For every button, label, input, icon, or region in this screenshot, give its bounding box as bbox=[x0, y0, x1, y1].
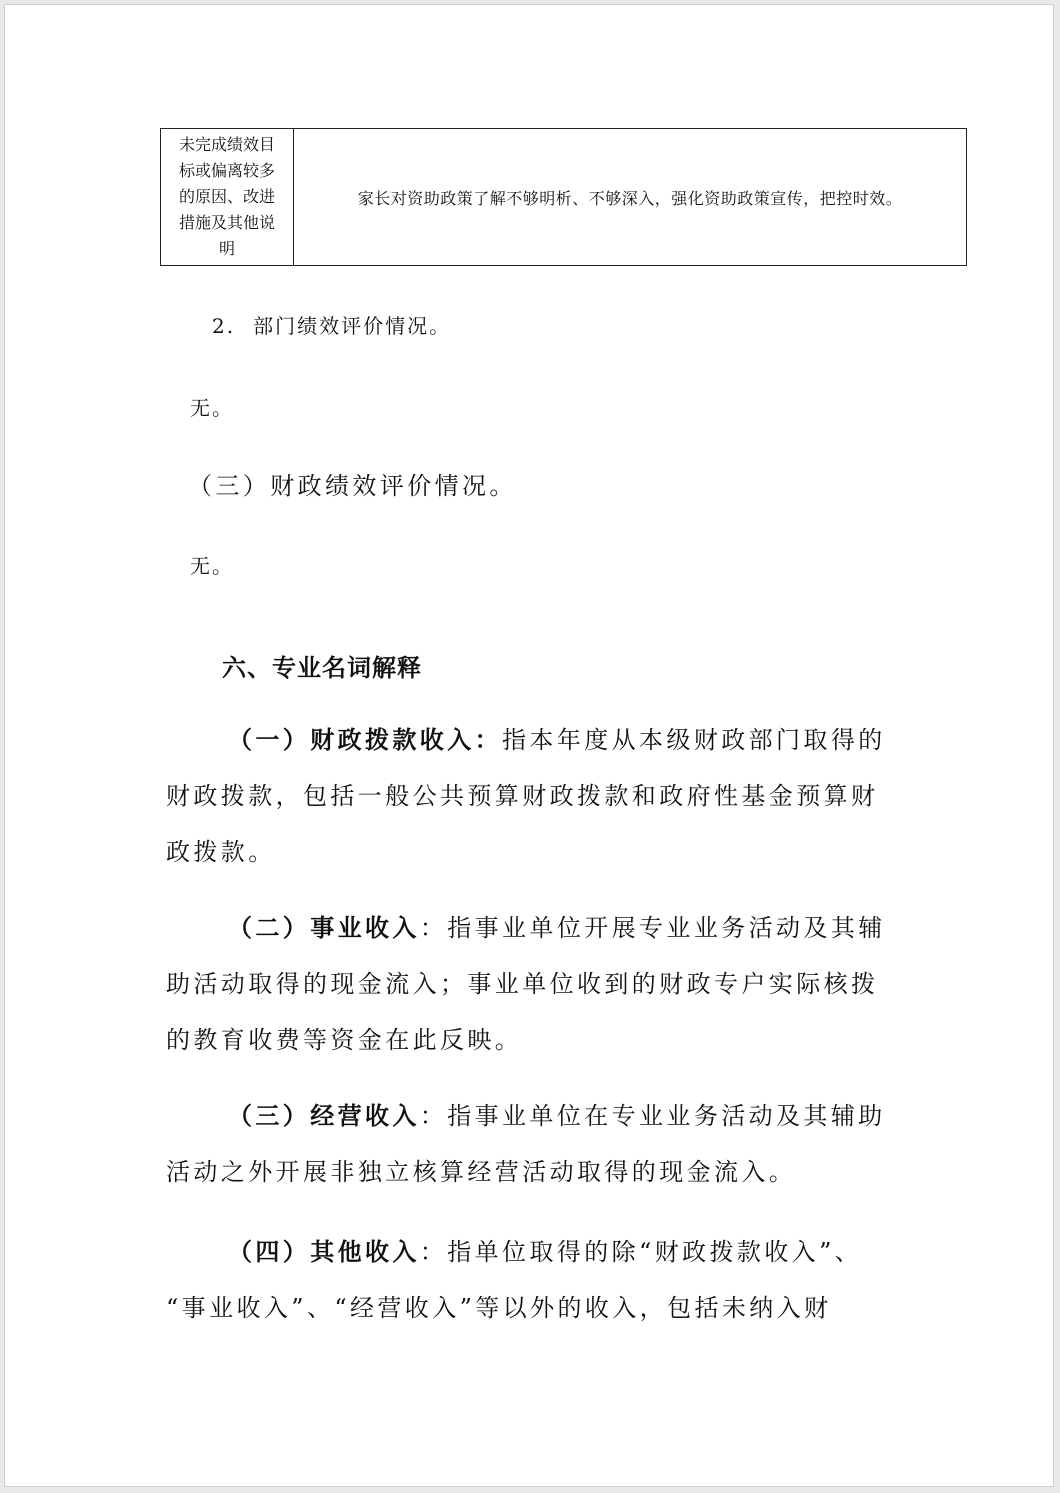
section-2-number: 2. bbox=[212, 314, 236, 338]
label-line: 的原因、改进 bbox=[178, 187, 275, 206]
term-separator: ： bbox=[474, 725, 503, 754]
table-label-cell bbox=[161, 129, 294, 266]
term-name: （四）其他收入 bbox=[228, 1237, 420, 1266]
term-definition: 指事业单位在专业业务活动及其辅助 bbox=[447, 1102, 886, 1130]
term-definition: 指单位取得的除“财政拨款收入”、 bbox=[447, 1238, 863, 1266]
glossary-term-1-line-2: 财政拨款，包括一般公共预算财政拨款和政府性基金预算财 bbox=[166, 782, 879, 810]
table-content-cell: 家长对资助政策了解不够明析、不够深入，强化资助政策宣传，把控时效。 bbox=[294, 129, 967, 266]
glossary-term-3-line-1 bbox=[228, 1096, 886, 1131]
section-3-body: 无。 bbox=[190, 554, 234, 578]
label-line: 标或偏离较多 bbox=[178, 161, 275, 180]
label-line: 措施及其他说 bbox=[178, 213, 275, 232]
glossary-term-2-line-1 bbox=[228, 908, 886, 943]
label-line: 明 bbox=[218, 239, 235, 258]
term-name: （一）财政拨款收入 bbox=[228, 725, 475, 754]
section-3-heading: （三）财政绩效评价情况。 bbox=[188, 472, 517, 500]
term-separator: ： bbox=[419, 1238, 448, 1266]
glossary-term-2-line-3: 的教育收费等资金在此反映。 bbox=[166, 1026, 523, 1054]
term-name: （二）事业收入 bbox=[228, 913, 420, 942]
glossary-heading: 六、专业名词解释 bbox=[222, 653, 422, 682]
glossary-term-3-line-2: 活动之外开展非独立核算经营活动取得的现金流入。 bbox=[166, 1158, 797, 1186]
term-separator: ： bbox=[419, 914, 448, 942]
glossary-term-1-line-1 bbox=[228, 720, 886, 755]
table-row bbox=[161, 129, 967, 266]
term-definition: 指事业单位开展专业业务活动及其辅 bbox=[447, 914, 886, 942]
performance-table bbox=[160, 128, 967, 266]
section-2-title: 部门绩效评价情况。 bbox=[253, 314, 452, 338]
section-2-heading bbox=[212, 310, 451, 339]
glossary-term-4-line-2: “事业收入”、“经营收入”等以外的收入，包括未纳入财 bbox=[166, 1294, 832, 1322]
glossary-term-4-line-1 bbox=[228, 1232, 862, 1267]
section-2-body: 无。 bbox=[190, 396, 234, 420]
term-definition: 指本年度从本级财政部门取得的 bbox=[502, 726, 886, 754]
glossary-term-2-line-2: 助活动取得的现金流入；事业单位收到的财政专户实际核拨 bbox=[166, 970, 879, 998]
term-separator: ： bbox=[419, 1102, 448, 1130]
label-line: 未完成绩效目 bbox=[178, 135, 275, 154]
term-name: （三）经营收入 bbox=[228, 1101, 420, 1130]
glossary-term-1-line-3: 政拨款。 bbox=[166, 838, 276, 866]
